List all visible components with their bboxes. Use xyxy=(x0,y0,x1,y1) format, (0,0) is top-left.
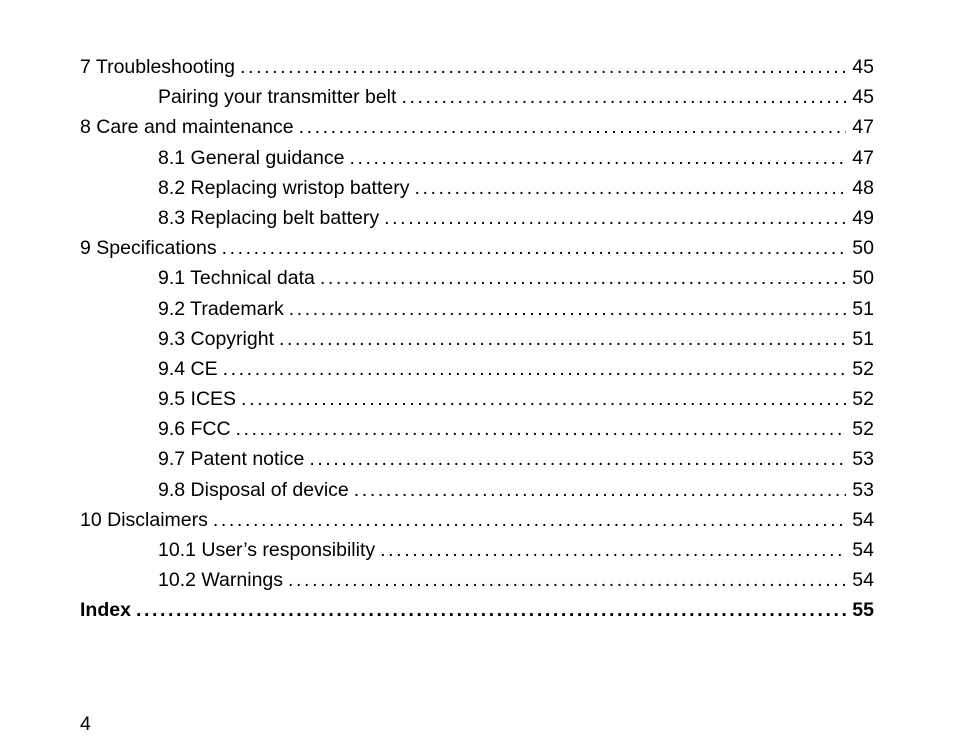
toc-entry[interactable] xyxy=(80,233,874,263)
toc-entry-title: 8.2 Replacing wristop battery xyxy=(158,176,410,199)
toc-entry-page: 45 xyxy=(852,86,874,109)
toc-entry-page: 54 xyxy=(852,539,874,561)
toc-entry-title: 8.1 General guidance xyxy=(158,146,345,169)
toc-entry-title: 9.7 Patent notice xyxy=(158,448,305,471)
toc-entry-title: 9.8 Disposal of device xyxy=(158,478,349,501)
toc-entry[interactable] xyxy=(80,565,874,595)
toc-entry-page: 54 xyxy=(852,569,874,592)
toc-entry[interactable] xyxy=(80,414,874,444)
toc-entry[interactable] xyxy=(80,294,874,324)
toc-entry-title: 7 Troubleshooting xyxy=(80,56,236,78)
toc-entry-title: 10 Disclaimers xyxy=(80,508,208,531)
toc-leader-dots xyxy=(289,294,847,324)
toc-entry-page: 49 xyxy=(852,206,874,229)
toc-leader-dots xyxy=(414,173,846,203)
toc-entry-title: 9.3 Copyright xyxy=(158,327,274,350)
toc-entry-title: 8 Care and maintenance xyxy=(80,116,294,139)
toc-entry-title: 9.1 Technical data xyxy=(158,267,315,290)
toc-leader-dots xyxy=(380,535,846,565)
toc-entry[interactable] xyxy=(80,203,874,233)
toc-leader-dots xyxy=(299,112,847,142)
toc-entry[interactable] xyxy=(80,263,874,293)
toc-entry-page: 51 xyxy=(852,297,874,320)
toc-entry-page: 47 xyxy=(852,116,874,139)
toc-entry[interactable] xyxy=(80,535,874,565)
toc-entry-title: Index xyxy=(80,599,131,622)
toc-leader-dots xyxy=(241,384,846,414)
toc-leader-dots xyxy=(320,263,846,293)
table-of-contents xyxy=(80,52,874,626)
toc-entry-title: 10.2 Warnings xyxy=(158,569,284,592)
toc-leader-dots xyxy=(384,203,846,233)
toc-entry-page: 54 xyxy=(852,508,874,531)
toc-entry-title: 10.1 User’s responsibility xyxy=(158,539,376,561)
toc-leader-dots xyxy=(349,143,846,173)
toc-entry-page: 52 xyxy=(852,357,874,380)
toc-entry[interactable] xyxy=(80,82,874,112)
toc-leader-dots xyxy=(279,324,846,354)
toc-leader-dots xyxy=(354,475,847,505)
toc-entry[interactable] xyxy=(80,384,874,414)
toc-entry-page: 47 xyxy=(852,146,874,169)
toc-leader-dots xyxy=(309,444,846,474)
toc-entry-page: 52 xyxy=(852,388,874,411)
toc-entry[interactable] xyxy=(80,505,874,535)
toc-entry[interactable] xyxy=(80,475,874,505)
toc-entry-title: 8.3 Replacing belt battery xyxy=(158,206,380,229)
toc-entry-title: 9 Specifications xyxy=(80,237,217,260)
toc-entry-title: 9.5 ICES xyxy=(158,388,237,411)
toc-entry-page: 55 xyxy=(852,599,874,622)
toc-entry[interactable] xyxy=(80,354,874,384)
toc-entry[interactable] xyxy=(80,112,874,142)
toc-leader-dots xyxy=(136,595,846,625)
toc-leader-dots xyxy=(288,565,846,595)
toc-leader-dots xyxy=(213,505,846,535)
toc-entry[interactable] xyxy=(80,444,874,474)
toc-entry-title: Pairing your transmitter belt xyxy=(158,86,397,109)
toc-entry-page: 50 xyxy=(852,267,874,290)
toc-entry-title: 9.2 Trademark xyxy=(158,297,284,320)
toc-entry-page: 48 xyxy=(852,176,874,199)
toc-entry-page: 45 xyxy=(852,56,874,78)
toc-leader-dots xyxy=(236,414,847,444)
toc-entry-page: 53 xyxy=(852,448,874,471)
toc-entry-title: 9.4 CE xyxy=(158,357,218,380)
toc-entry[interactable] xyxy=(80,324,874,354)
page-number: 4 xyxy=(80,713,91,735)
toc-leader-dots xyxy=(240,52,846,82)
toc-entry-page: 51 xyxy=(852,327,874,350)
toc-leader-dots xyxy=(223,354,847,384)
toc-entry[interactable] xyxy=(80,143,874,173)
toc-leader-dots xyxy=(401,82,846,112)
toc-entry[interactable] xyxy=(80,595,874,625)
toc-entry-title: 9.6 FCC xyxy=(158,418,231,441)
toc-entry[interactable] xyxy=(80,52,874,82)
toc-entry-page: 52 xyxy=(852,418,874,441)
toc-entry-page: 53 xyxy=(852,478,874,501)
toc-leader-dots xyxy=(222,233,847,263)
toc-entry-page: 50 xyxy=(852,237,874,260)
toc-entry[interactable] xyxy=(80,173,874,203)
